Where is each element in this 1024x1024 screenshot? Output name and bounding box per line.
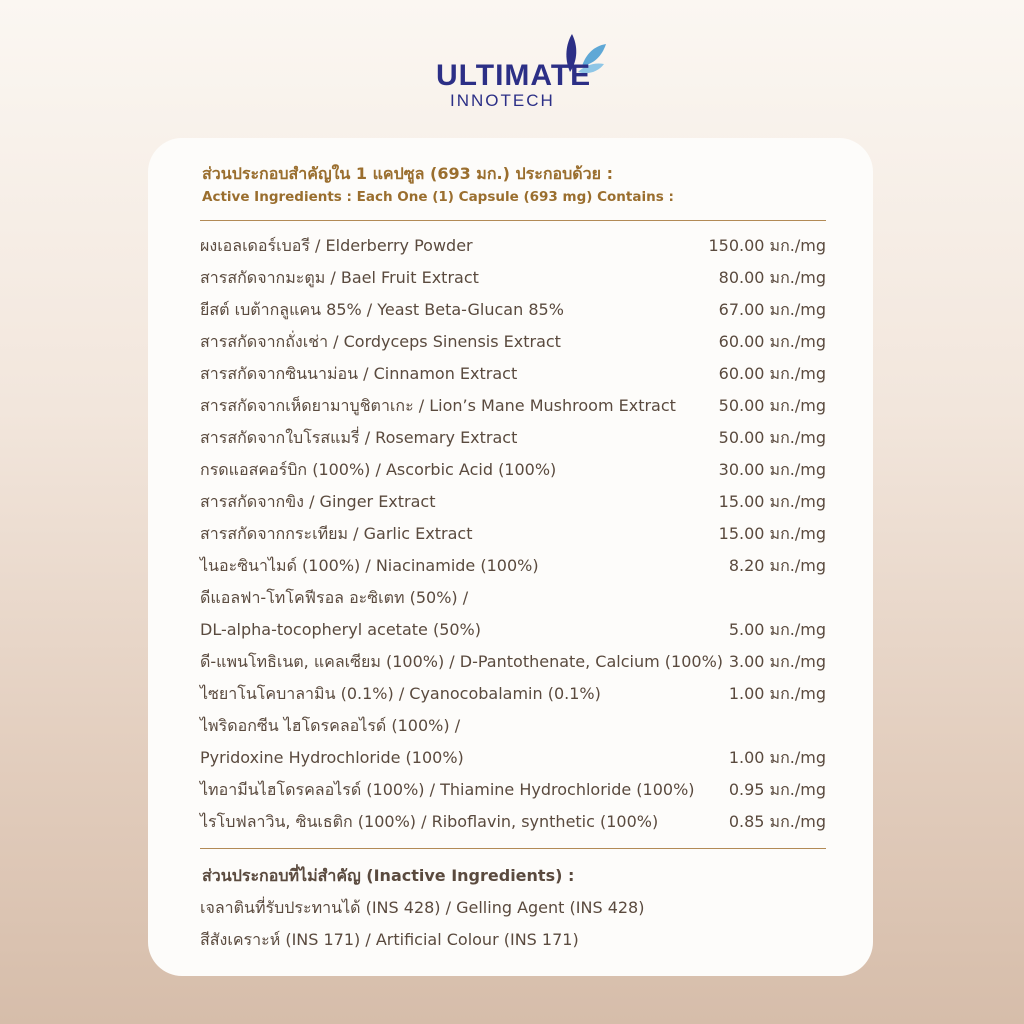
ingredient-name: ไนอะซินาไมด์ (100%) / Niacinamide (100%) [200,556,539,575]
active-title-thai: ส่วนประกอบสำคัญใน 1 แคปซูล (693 มก.) ประกอบด้วย : [202,164,613,183]
ingredient-name: สารสกัดจากมะตูม / Bael Fruit Extract [200,268,479,287]
ingredient-row [200,390,826,422]
ingredient-name: สารสกัดจากใบโรสแมรี่ / Rosemary Extract [200,428,518,447]
ingredient-amount: 15.00 มก./mg [718,492,826,511]
ingredient-name: สารสกัดจากถั่งเช่า / Cordyceps Sinensis Extract [200,332,561,351]
ingredient-row [200,710,826,742]
ingredient-amount: 0.85 มก./mg [728,812,826,831]
ingredient-name: ผงเอลเดอร์เบอรี / Elderberry Powder [200,236,473,255]
active-title-english: Active Ingredients : Each One (1) Capsule (693 mg) Contains : [202,189,674,205]
ingredient-name: กรดแอสคอร์บิก (100%) / Ascorbic Acid (100%) [200,460,557,479]
ingredient-row [200,774,826,806]
ingredient-amount: 15.00 มก./mg [718,524,826,543]
ingredient-amount: 50.00 มก./mg [718,396,826,415]
ingredient-row [200,230,826,262]
ingredient-row [200,806,826,838]
ingredient-amount: 1.00 มก./mg [728,748,826,767]
ingredient-name: ไรโบฟลาวิน, ซินเธติก (100%) / Riboflavin, synthetic (100%) [200,812,659,831]
ingredient-row [200,614,826,646]
ingredient-name: สารสกัดจากขิง / Ginger Extract [200,492,436,511]
ingredient-name: DL-alpha-tocopheryl acetate (50%) [200,620,481,639]
ingredient-row [200,358,826,390]
ingredient-row [200,454,826,486]
ingredient-row [200,262,826,294]
ingredient-amount: 50.00 มก./mg [718,428,826,447]
ingredient-amount: 60.00 มก./mg [718,364,826,383]
ingredient-row [200,326,826,358]
ingredient-amount: 80.00 มก./mg [718,268,826,287]
ingredient-amount: 3.00 มก./mg [728,652,826,671]
ingredient-row [200,646,826,678]
ingredient-amount: 30.00 มก./mg [718,460,826,479]
ingredient-amount: 5.00 มก./mg [728,620,826,639]
ingredient-name: สารสกัดจากซินนาม่อน / Cinnamon Extract [200,364,518,383]
ingredient-name: ไทอามีนไฮโดรคลอไรด์ (100%) / Thiamine Hydrochloride (100%) [200,780,695,799]
ingredient-name: ดี-แพนโทธิเนต, แคลเซียม (100%) / D-Pantothenate, Calcium (100%) [200,652,724,671]
ingredient-row [200,678,826,710]
ingredient-row [200,582,826,614]
ingredient-row [200,294,826,326]
ingredient-amount: 67.00 มก./mg [718,300,826,319]
inactive-ingredients-list [200,892,826,956]
inactive-ingredient: เจลาตินที่รับประทานได้ (INS 428) / Gelling Agent (INS 428) [200,898,645,917]
ingredient-name: ยีสต์ เบต้ากลูแคน 85% / Yeast Beta-Glucan 85% [200,300,564,319]
ingredient-name: ไพริดอกซีน ไฮโดรคลอไรด์ (100%) / [200,716,461,735]
ingredient-name: Pyridoxine Hydrochloride (100%) [200,748,464,767]
brand-name: ULTIMATE [436,59,592,92]
ingredient-amount: 150.00 มก./mg [708,236,826,255]
inactive-title: ส่วนประกอบที่ไม่สำคัญ (Inactive Ingredients) : [202,866,575,885]
ingredient-amount: 8.20 มก./mg [728,556,826,575]
ingredient-row [200,550,826,582]
ingredient-name: สารสกัดจากกระเทียม / Garlic Extract [200,524,473,543]
brand-logo [0,16,1024,110]
ingredient-row [200,422,826,454]
ingredient-amount: 0.95 มก./mg [728,780,826,799]
ingredient-row [200,486,826,518]
ingredient-row [200,742,826,774]
ingredient-name: ไซยาโนโคบาลามิน (0.1%) / Cyanocobalamin (0.1%) [200,684,601,703]
active-ingredients-list [200,230,826,838]
ingredient-amount: 60.00 มก./mg [718,332,826,351]
ingredient-name: สารสกัดจากเห็ดยามาบูชิตาเกะ / Lion’s Mane Mushroom Extract [200,396,676,415]
divider [200,220,826,221]
ingredient-amount: 1.00 มก./mg [728,684,826,703]
divider [200,848,826,849]
ingredient-row [200,518,826,550]
ingredient-name: ดีแอลฟา-โทโคฟีรอล อะซิเตท (50%) / [200,588,469,607]
brand-subtitle: INNOTECH [450,91,555,110]
inactive-ingredient: สีสังเคราะห์ (INS 171) / Artificial Colour (INS 171) [200,930,579,949]
